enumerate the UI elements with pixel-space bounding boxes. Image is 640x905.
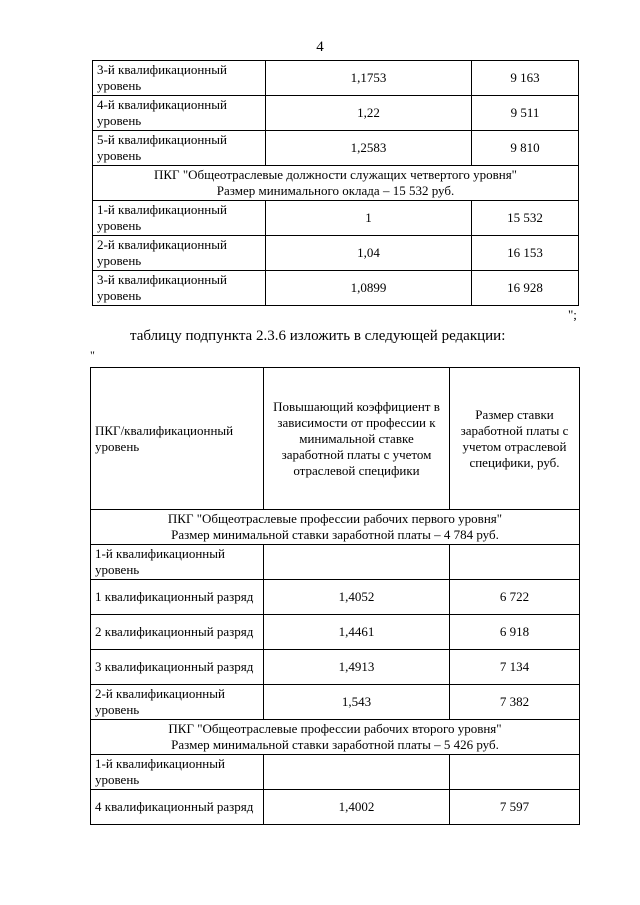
row-label: 4-й квалификационный уровень	[93, 96, 266, 131]
worker-rates-table	[90, 367, 580, 825]
row-label: 3 квалификационный разряд	[91, 650, 264, 685]
group-header-cell	[91, 720, 580, 755]
row-label: 3-й квалификационный уровень	[93, 61, 266, 96]
row-label: 2-й квалификационный уровень	[93, 236, 266, 271]
header-rate: Размер ставки заработной платы с учетом отраслевой специфики, руб.	[450, 368, 580, 510]
row-coefficient: 1,04	[266, 236, 472, 271]
table-row	[91, 650, 580, 685]
group-title: ПКГ "Общеотраслевые профессии рабочих первого уровня"	[167, 511, 503, 526]
page-number: 4	[316, 39, 324, 55]
table-row	[93, 201, 579, 236]
opening-quote: "	[90, 348, 95, 362]
row-value: 16 928	[472, 271, 579, 306]
row-label: 2-й квалификационный уровень	[91, 685, 264, 720]
row-value: 9 511	[472, 96, 579, 131]
row-label: 1-й квалификационный уровень	[93, 201, 266, 236]
table-row	[91, 685, 580, 720]
row-value: 9 810	[472, 131, 579, 166]
group-header-cell	[93, 166, 579, 201]
group-header-row	[91, 510, 580, 545]
table-row	[91, 615, 580, 650]
group-header-row	[91, 720, 580, 755]
row-label: 5-й квалификационный уровень	[93, 131, 266, 166]
row-value	[450, 545, 580, 580]
group-header-row	[93, 166, 579, 201]
group-title: ПКГ "Общеотраслевые профессии рабочих второго уровня"	[168, 721, 502, 736]
row-coefficient: 1,4002	[264, 790, 450, 825]
table-row	[91, 755, 580, 790]
table-row	[93, 271, 579, 306]
row-value: 15 532	[472, 201, 579, 236]
row-coefficient: 1,4461	[264, 615, 450, 650]
row-coefficient: 1,4913	[264, 650, 450, 685]
row-value: 7 134	[450, 650, 580, 685]
row-label: 3-й квалификационный уровень	[93, 271, 266, 306]
table2-body	[91, 510, 580, 825]
header-group-level: ПКГ/квалификационный уровень	[91, 368, 264, 510]
row-coefficient: 1,0899	[266, 271, 472, 306]
row-value: 9 163	[472, 61, 579, 96]
row-value: 7 597	[450, 790, 580, 825]
row-coefficient: 1,2583	[266, 131, 472, 166]
row-coefficient: 1,543	[264, 685, 450, 720]
row-label: 1-й квалификационный уровень	[91, 545, 264, 580]
group-title: ПКГ "Общеотраслевые должности служащих четвертого уровня"	[154, 167, 517, 182]
row-coefficient	[264, 545, 450, 580]
table-row	[93, 96, 579, 131]
row-coefficient: 1,22	[266, 96, 472, 131]
table-row	[91, 545, 580, 580]
row-coefficient: 1	[266, 201, 472, 236]
row-label: 1 квалификационный разряд	[91, 580, 264, 615]
row-label: 1-й квалификационный уровень	[91, 755, 264, 790]
row-label: 4 квалификационный разряд	[91, 790, 264, 825]
row-label: 2 квалификационный разряд	[91, 615, 264, 650]
row-value	[450, 755, 580, 790]
group-header-cell	[91, 510, 580, 545]
header-coefficient: Повышающий коэффициент в зависимости от профессии к минимальной ставке заработной платы с учетом отраслевой специфики	[264, 368, 450, 510]
table1-body	[93, 61, 579, 306]
row-value: 6 722	[450, 580, 580, 615]
row-coefficient: 1,1753	[266, 61, 472, 96]
table2-header-row	[91, 368, 580, 510]
amendment-paragraph: таблицу подпункта 2.3.6 изложить в следующей редакции:	[130, 328, 506, 344]
row-value: 16 153	[472, 236, 579, 271]
table-row	[91, 580, 580, 615]
table-row	[91, 790, 580, 825]
group-subtitle: Размер минимальной ставки заработной платы – 5 426 руб.	[171, 737, 499, 752]
row-value: 7 382	[450, 685, 580, 720]
table-row	[93, 131, 579, 166]
table-row	[93, 61, 579, 96]
row-coefficient	[264, 755, 450, 790]
group-subtitle: Размер минимального оклада – 15 532 руб.	[216, 183, 455, 198]
row-coefficient: 1,4052	[264, 580, 450, 615]
salary-table-continued	[92, 60, 579, 306]
closing-quote: ";	[568, 307, 577, 322]
row-value: 6 918	[450, 615, 580, 650]
group-subtitle: Размер минимальной ставки заработной платы – 4 784 руб.	[171, 527, 499, 542]
table-row	[93, 236, 579, 271]
